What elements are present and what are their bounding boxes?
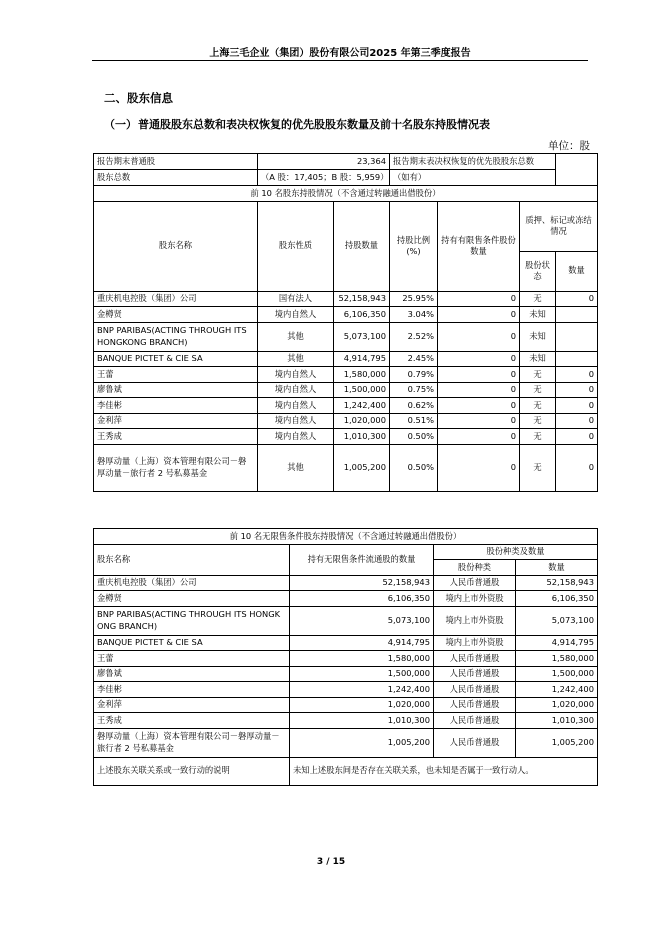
holder-ratio: 0.51% [390, 413, 438, 429]
share-quantity: 5,073,100 [516, 606, 598, 635]
header-divider [92, 60, 588, 61]
unrestricted-shares: 1,500,000 [290, 666, 434, 682]
holder-ratio: 0.62% [390, 398, 438, 414]
holder-shares: 1,020,000 [334, 413, 390, 429]
table-row [94, 367, 598, 383]
table-row [94, 413, 598, 429]
holder-restricted-shares: 0 [438, 367, 520, 383]
share-quantity: 1,242,400 [516, 682, 598, 698]
section-title: 二、股东信息 [104, 91, 173, 105]
pledge-status: 无 [520, 382, 556, 398]
pledge-status: 无 [520, 444, 556, 491]
header-pledge-status: 股份状态 [520, 251, 556, 291]
table-row [94, 666, 598, 682]
table-row [94, 575, 598, 591]
header-pledge-quantity: 数量 [556, 251, 598, 291]
holder-ratio: 0.50% [390, 444, 438, 491]
subsection-number: （一） [104, 118, 137, 131]
share-quantity: 1,500,000 [516, 666, 598, 682]
holder-nature: 境内自然人 [258, 413, 334, 429]
share-type: 境内上市外资股 [434, 591, 516, 607]
holder-restricted-shares: 0 [438, 322, 520, 351]
holder-name: 李佳彬 [94, 682, 290, 698]
share-type: 人民币普通股 [434, 682, 516, 698]
share-quantity: 6,106,350 [516, 591, 598, 607]
holder-shares: 1,242,400 [334, 398, 390, 414]
table-row [94, 398, 598, 414]
total-holders-breakdown: （A 股：17,405；B 股：5,959） [258, 170, 390, 186]
page-number: 3 / 15 [316, 857, 346, 867]
table-row [94, 697, 598, 713]
holder-name: 王秀成 [94, 429, 258, 445]
holder-restricted-shares: 0 [438, 444, 520, 491]
pledge-status: 无 [520, 398, 556, 414]
holder-restricted-shares: 0 [438, 307, 520, 323]
header-share-quantity: 数量 [516, 560, 598, 576]
pledge-status: 无 [520, 429, 556, 445]
unrestricted-shareholders-table [93, 528, 598, 786]
unit-label: 单位：股 [548, 140, 590, 152]
holder-ratio: 0.75% [390, 382, 438, 398]
share-quantity: 4,914,795 [516, 635, 598, 651]
table-row [94, 444, 598, 491]
holder-name: 磐厚动量（上海）资本管理有限公司－磐厚动量－旅行者 2 号私募基金 [94, 444, 258, 491]
holder-name: 重庆机电控股（集团）公司 [94, 291, 258, 307]
table-row [94, 591, 598, 607]
preferred-holders-label-1: 报告期末表决权恢复的优先股股东总数 [390, 154, 556, 170]
relation-label: 上述股东关联关系或一致行动的说明 [94, 757, 290, 785]
unrestricted-shares: 5,073,100 [290, 606, 434, 635]
holder-nature: 境内自然人 [258, 382, 334, 398]
pledge-status: 无 [520, 291, 556, 307]
holder-name: BANQUE PICTET & CIE SA [94, 635, 290, 651]
holder-restricted-shares: 0 [438, 382, 520, 398]
preferred-holders-label-2: （如有） [390, 170, 556, 186]
pledge-quantity: 0 [556, 413, 598, 429]
unrestricted-caption: 前 10 名无限售条件股东持股情况（不含通过转融通出借股份） [94, 529, 598, 545]
share-type: 境内上市外资股 [434, 606, 516, 635]
pledge-status: 未知 [520, 351, 556, 367]
unrestricted-shares: 1,580,000 [290, 651, 434, 667]
table-row [94, 351, 598, 367]
holder-nature: 境内自然人 [258, 307, 334, 323]
header-holder-name: 股东名称 [94, 201, 258, 291]
holder-name: 王蕾 [94, 367, 258, 383]
header-holder-nature: 股东性质 [258, 201, 334, 291]
holder-ratio: 25.95% [390, 291, 438, 307]
pledge-status: 无 [520, 413, 556, 429]
unrestricted-body [94, 575, 598, 757]
table-row [94, 728, 598, 757]
pledge-quantity [556, 322, 598, 351]
holder-name: 重庆机电控股（集团）公司 [94, 575, 290, 591]
holder-restricted-shares: 0 [438, 291, 520, 307]
holder-restricted-shares: 0 [438, 351, 520, 367]
unrestricted-shares: 1,010,300 [290, 713, 434, 729]
pledge-quantity [556, 307, 598, 323]
pledge-quantity [556, 351, 598, 367]
holder-nature: 其他 [258, 351, 334, 367]
pledge-quantity: 0 [556, 429, 598, 445]
subsection-title-text: 普通股股东总数和表决权恢复的优先股股东数量及前十名股东持股情况表 [138, 118, 490, 131]
holder-shares: 52,158,943 [334, 291, 390, 307]
unrestricted-shares: 6,106,350 [290, 591, 434, 607]
holder-ratio: 3.04% [390, 307, 438, 323]
holder-shares: 5,073,100 [334, 322, 390, 351]
table-row [94, 713, 598, 729]
table-row [94, 291, 598, 307]
holder-shares: 1,580,000 [334, 367, 390, 383]
holder-nature: 境内自然人 [258, 398, 334, 414]
unrestricted-shares: 1,005,200 [290, 728, 434, 757]
header-unrestricted-name: 股东名称 [94, 544, 290, 575]
pledge-quantity: 0 [556, 291, 598, 307]
pledge-quantity: 0 [556, 398, 598, 414]
total-holders-label-2: 股东总数 [94, 170, 258, 186]
top10-shareholders-table [93, 153, 598, 492]
holder-shares: 1,005,200 [334, 444, 390, 491]
holder-name: 廖鲁斌 [94, 382, 258, 398]
unrestricted-shares: 4,914,795 [290, 635, 434, 651]
share-type: 人民币普通股 [434, 713, 516, 729]
holder-ratio: 2.45% [390, 351, 438, 367]
preferred-holders-value [556, 154, 598, 186]
holder-name: 王蕾 [94, 651, 290, 667]
holder-ratio: 2.52% [390, 322, 438, 351]
pledge-quantity: 0 [556, 367, 598, 383]
table-row [94, 429, 598, 445]
table-row [94, 635, 598, 651]
unrestricted-shares: 1,020,000 [290, 697, 434, 713]
share-quantity: 1,020,000 [516, 697, 598, 713]
pledge-quantity: 0 [556, 444, 598, 491]
share-type: 人民币普通股 [434, 651, 516, 667]
holder-name: BANQUE PICTET & CIE SA [94, 351, 258, 367]
holder-shares: 4,914,795 [334, 351, 390, 367]
holder-ratio: 0.79% [390, 367, 438, 383]
share-type: 人民币普通股 [434, 728, 516, 757]
pledge-quantity: 0 [556, 382, 598, 398]
subsection-title [104, 116, 490, 132]
pledge-status: 未知 [520, 307, 556, 323]
header-share-type: 股份种类 [434, 560, 516, 576]
holder-nature: 国有法人 [258, 291, 334, 307]
header-share-type-group: 股份种类及数量 [434, 544, 598, 560]
share-quantity: 1,580,000 [516, 651, 598, 667]
header-unrestricted-shares: 持有无限售条件流通股的数量 [290, 544, 434, 575]
holder-nature: 其他 [258, 322, 334, 351]
share-type: 人民币普通股 [434, 697, 516, 713]
holder-name: 王秀成 [94, 713, 290, 729]
unrestricted-shares: 52,158,943 [290, 575, 434, 591]
relation-text: 未知上述股东间是否存在关联关系，也未知是否属于一致行动人。 [290, 757, 598, 785]
page-header: 上海三毛企业（集团）股份有限公司2025 年第三季度报告 [209, 48, 471, 59]
holder-nature: 境内自然人 [258, 429, 334, 445]
pledge-status: 未知 [520, 322, 556, 351]
table-row [94, 606, 598, 635]
holder-nature: 其他 [258, 444, 334, 491]
table-row [94, 651, 598, 667]
share-quantity: 1,010,300 [516, 713, 598, 729]
header-shares: 持股数量 [334, 201, 390, 291]
share-type: 人民币普通股 [434, 666, 516, 682]
holder-shares: 6,106,350 [334, 307, 390, 323]
unrestricted-shares: 1,242,400 [290, 682, 434, 698]
holder-shares: 1,500,000 [334, 382, 390, 398]
table-row [94, 322, 598, 351]
holder-name: 金利萍 [94, 413, 258, 429]
holder-name: 金利萍 [94, 697, 290, 713]
top10-caption: 前 10 名股东持股情况（不含通过转融通出借股份） [94, 186, 598, 202]
holder-name: 金樽贤 [94, 307, 258, 323]
holder-restricted-shares: 0 [438, 429, 520, 445]
holder-ratio: 0.50% [390, 429, 438, 445]
holder-restricted-shares: 0 [438, 413, 520, 429]
holder-name: BNP PARIBAS(ACTING THROUGH ITS HONGKONG BRANCH) [94, 606, 290, 635]
holder-shares: 1,010,300 [334, 429, 390, 445]
header-ratio: 持股比例(%) [390, 201, 438, 291]
table-row [94, 382, 598, 398]
table-row [94, 682, 598, 698]
table-row [94, 307, 598, 323]
top10-body [94, 291, 598, 491]
holder-nature: 境内自然人 [258, 367, 334, 383]
holder-name: 廖鲁斌 [94, 666, 290, 682]
holder-name: 李佳彬 [94, 398, 258, 414]
share-type: 人民币普通股 [434, 575, 516, 591]
total-holders-label-1: 报告期末普通股 [94, 154, 258, 170]
holder-name: 金樽贤 [94, 591, 290, 607]
holder-name: BNP PARIBAS(ACTING THROUGH ITS HONGKONG BRANCH) [94, 322, 258, 351]
holder-restricted-shares: 0 [438, 398, 520, 414]
share-type: 境内上市外资股 [434, 635, 516, 651]
header-pledge-group: 质押、标记或冻结情况 [520, 201, 598, 251]
holder-name: 磐厚动量（上海）资本管理有限公司－磐厚动量－旅行者 2 号私募基金 [94, 728, 290, 757]
share-quantity: 52,158,943 [516, 575, 598, 591]
pledge-status: 无 [520, 367, 556, 383]
header-restricted-shares: 持有有限售条件股份数量 [438, 201, 520, 291]
share-quantity: 1,005,200 [516, 728, 598, 757]
total-holders-value: 23,364 [258, 154, 390, 170]
